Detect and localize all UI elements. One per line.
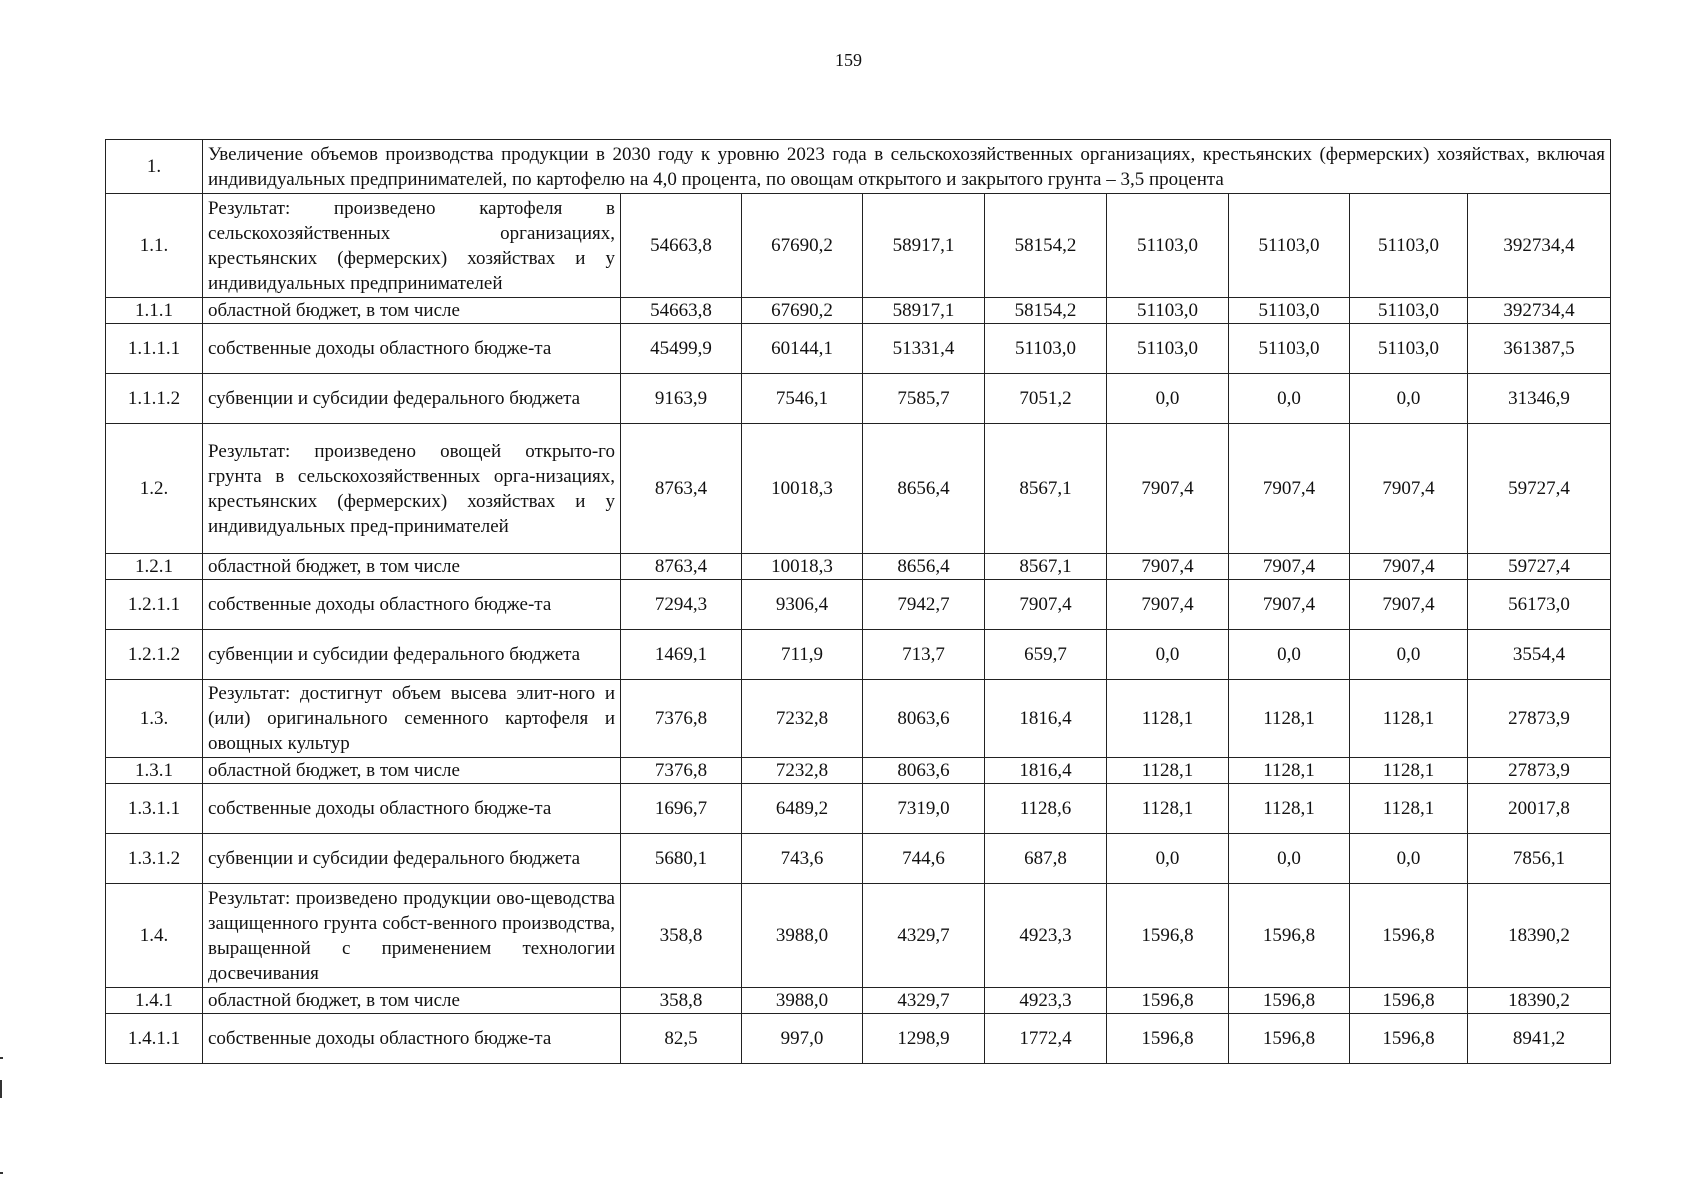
row-code: 1.3.1.1 <box>106 784 203 834</box>
row-value: 1298,9 <box>863 1014 985 1064</box>
row-value: 51103,0 <box>1350 298 1468 324</box>
row-value: 8656,4 <box>863 424 985 554</box>
row-value: 1596,8 <box>1107 1014 1229 1064</box>
row-code: 1.3. <box>106 680 203 758</box>
row-value: 7907,4 <box>1229 424 1350 554</box>
row-code: 1.2.1.2 <box>106 630 203 680</box>
table-row <box>106 554 1611 580</box>
row-value: 51103,0 <box>1229 194 1350 298</box>
row-description: субвенции и субсидии федерального бюджета <box>203 630 621 680</box>
row-value: 1596,8 <box>1107 884 1229 988</box>
row-value: 1128,1 <box>1229 784 1350 834</box>
table-row <box>106 324 1611 374</box>
section-header-row <box>106 140 1611 194</box>
row-description: собственные доходы областного бюдже-та <box>203 580 621 630</box>
row-value: 7376,8 <box>621 758 742 784</box>
row-value: 8763,4 <box>621 424 742 554</box>
page-number: 159 <box>835 50 862 70</box>
row-value: 8063,6 <box>863 680 985 758</box>
row-code: 1.1.1.2 <box>106 374 203 424</box>
budget-table <box>105 139 1611 1064</box>
margin-mark <box>0 1080 2 1098</box>
row-value: 0,0 <box>1229 630 1350 680</box>
table-row <box>106 680 1611 758</box>
row-value: 687,8 <box>985 834 1107 884</box>
row-value: 58154,2 <box>985 298 1107 324</box>
margin-mark <box>0 1057 3 1059</box>
row-value: 67690,2 <box>742 194 863 298</box>
row-value: 744,6 <box>863 834 985 884</box>
row-code: 1.2. <box>106 424 203 554</box>
row-value: 9306,4 <box>742 580 863 630</box>
row-value: 1596,8 <box>1229 988 1350 1014</box>
row-value: 7907,4 <box>1229 580 1350 630</box>
row-total-value: 27873,9 <box>1468 680 1611 758</box>
row-value: 0,0 <box>1107 374 1229 424</box>
row-value: 51103,0 <box>1229 298 1350 324</box>
row-value: 60144,1 <box>742 324 863 374</box>
row-value: 8063,6 <box>863 758 985 784</box>
row-code: 1.1.1.1 <box>106 324 203 374</box>
row-value: 3988,0 <box>742 884 863 988</box>
row-value: 4329,7 <box>863 988 985 1014</box>
row-value: 1128,1 <box>1350 784 1468 834</box>
row-value: 358,8 <box>621 988 742 1014</box>
row-value: 9163,9 <box>621 374 742 424</box>
row-description: субвенции и субсидии федерального бюджета <box>203 374 621 424</box>
row-code: 1.4. <box>106 884 203 988</box>
row-value: 0,0 <box>1229 834 1350 884</box>
row-value: 1596,8 <box>1350 1014 1468 1064</box>
row-value: 1128,6 <box>985 784 1107 834</box>
row-value: 4923,3 <box>985 988 1107 1014</box>
row-value: 3988,0 <box>742 988 863 1014</box>
row-value: 51103,0 <box>1107 194 1229 298</box>
row-description: Результат: достигнут объем высева элит-ного и (или) оригинального семенного картофеля и овощных культур <box>203 680 621 758</box>
row-value: 82,5 <box>621 1014 742 1064</box>
row-value: 4923,3 <box>985 884 1107 988</box>
row-value: 1816,4 <box>985 680 1107 758</box>
row-value: 8567,1 <box>985 424 1107 554</box>
table-row <box>106 298 1611 324</box>
row-total-value: 361387,5 <box>1468 324 1611 374</box>
row-value: 51331,4 <box>863 324 985 374</box>
row-value: 1128,1 <box>1229 680 1350 758</box>
table-row <box>106 424 1611 554</box>
row-value: 7907,4 <box>1350 424 1468 554</box>
row-value: 51103,0 <box>1107 324 1229 374</box>
table-row <box>106 194 1611 298</box>
row-value: 1596,8 <box>1229 1014 1350 1064</box>
row-value: 0,0 <box>1107 834 1229 884</box>
row-description: собственные доходы областного бюдже-та <box>203 1014 621 1064</box>
row-code: 1.4.1.1 <box>106 1014 203 1064</box>
row-total-value: 20017,8 <box>1468 784 1611 834</box>
row-description: Результат: произведено картофеля в сельскохозяйственных организациях, крестьянских (фермерских) хозяйствах и у индивидуальных предпринимателей <box>203 194 621 298</box>
row-value: 7907,4 <box>1107 424 1229 554</box>
row-total-value: 8941,2 <box>1468 1014 1611 1064</box>
row-total-value: 3554,4 <box>1468 630 1611 680</box>
row-value: 7907,4 <box>1107 580 1229 630</box>
row-value: 1596,8 <box>1229 884 1350 988</box>
row-value: 0,0 <box>1350 834 1468 884</box>
row-value: 659,7 <box>985 630 1107 680</box>
row-value: 1596,8 <box>1107 988 1229 1014</box>
table-row <box>106 884 1611 988</box>
row-value: 54663,8 <box>621 298 742 324</box>
row-description: областной бюджет, в том числе <box>203 988 621 1014</box>
row-value: 51103,0 <box>1350 324 1468 374</box>
row-value: 7232,8 <box>742 680 863 758</box>
row-description: областной бюджет, в том числе <box>203 554 621 580</box>
row-description: собственные доходы областного бюдже-та <box>203 784 621 834</box>
row-value: 711,9 <box>742 630 863 680</box>
row-value: 713,7 <box>863 630 985 680</box>
row-value: 1128,1 <box>1107 680 1229 758</box>
row-value: 1128,1 <box>1107 758 1229 784</box>
row-value: 7907,4 <box>1350 554 1468 580</box>
row-value: 51103,0 <box>1107 298 1229 324</box>
row-total-value: 7856,1 <box>1468 834 1611 884</box>
row-total-value: 392734,4 <box>1468 194 1611 298</box>
row-value: 1128,1 <box>1350 758 1468 784</box>
row-total-value: 27873,9 <box>1468 758 1611 784</box>
row-value: 358,8 <box>621 884 742 988</box>
row-code: 1.1.1 <box>106 298 203 324</box>
row-value: 7585,7 <box>863 374 985 424</box>
row-description: областной бюджет, в том числе <box>203 298 621 324</box>
row-total-value: 31346,9 <box>1468 374 1611 424</box>
row-value: 7376,8 <box>621 680 742 758</box>
row-value: 4329,7 <box>863 884 985 988</box>
row-code: 1.4.1 <box>106 988 203 1014</box>
row-value: 10018,3 <box>742 424 863 554</box>
margin-mark <box>0 1172 3 1174</box>
row-description: субвенции и субсидии федерального бюджета <box>203 834 621 884</box>
row-value: 0,0 <box>1350 630 1468 680</box>
table-row <box>106 374 1611 424</box>
row-description: Результат: произведено овощей открыто-го грунта в сельскохозяйственных орга-низациях, крестьянских (фермерских) хозяйствах и у индивидуальных пред-принимателей <box>203 424 621 554</box>
table-row <box>106 1014 1611 1064</box>
row-code: 1.1. <box>106 194 203 298</box>
row-value: 51103,0 <box>985 324 1107 374</box>
row-code: 1.2.1.1 <box>106 580 203 630</box>
row-value: 0,0 <box>1229 374 1350 424</box>
row-value: 58917,1 <box>863 298 985 324</box>
row-value: 1596,8 <box>1350 884 1468 988</box>
row-value: 7907,4 <box>985 580 1107 630</box>
row-value: 54663,8 <box>621 194 742 298</box>
section-title: Увеличение объемов производства продукции в 2030 году к уровню 2023 года в сельскохозяйственных организациях, крестьянских (фермерских) хозяйствах, включая индивидуальных предпринимателей, по картофелю на 4,0 процента, по овощам открытого и закрытого грунта – 3,5 процента <box>203 140 1611 194</box>
row-value: 5680,1 <box>621 834 742 884</box>
row-value: 1596,8 <box>1350 988 1468 1014</box>
table-row <box>106 758 1611 784</box>
row-total-value: 18390,2 <box>1468 988 1611 1014</box>
row-total-value: 59727,4 <box>1468 554 1611 580</box>
row-value: 1696,7 <box>621 784 742 834</box>
row-description: собственные доходы областного бюдже-та <box>203 324 621 374</box>
row-value: 6489,2 <box>742 784 863 834</box>
row-value: 1128,1 <box>1107 784 1229 834</box>
row-value: 51103,0 <box>1229 324 1350 374</box>
row-value: 67690,2 <box>742 298 863 324</box>
row-value: 7907,4 <box>1350 580 1468 630</box>
row-code: 1.2.1 <box>106 554 203 580</box>
row-value: 0,0 <box>1350 374 1468 424</box>
row-value: 1469,1 <box>621 630 742 680</box>
row-value: 1128,1 <box>1350 680 1468 758</box>
table-row <box>106 988 1611 1014</box>
row-code: 1.3.1 <box>106 758 203 784</box>
row-value: 1772,4 <box>985 1014 1107 1064</box>
row-value: 10018,3 <box>742 554 863 580</box>
row-code: 1.3.1.2 <box>106 834 203 884</box>
row-value: 51103,0 <box>1350 194 1468 298</box>
row-value: 7546,1 <box>742 374 863 424</box>
row-value: 997,0 <box>742 1014 863 1064</box>
row-value: 8763,4 <box>621 554 742 580</box>
row-value: 58917,1 <box>863 194 985 298</box>
row-value: 58154,2 <box>985 194 1107 298</box>
row-total-value: 392734,4 <box>1468 298 1611 324</box>
row-value: 1128,1 <box>1229 758 1350 784</box>
table-row <box>106 580 1611 630</box>
row-value: 8567,1 <box>985 554 1107 580</box>
row-value: 7907,4 <box>1229 554 1350 580</box>
section-code: 1. <box>106 140 203 194</box>
table-row <box>106 834 1611 884</box>
row-value: 7294,3 <box>621 580 742 630</box>
row-value: 45499,9 <box>621 324 742 374</box>
row-value: 7907,4 <box>1107 554 1229 580</box>
row-value: 1816,4 <box>985 758 1107 784</box>
row-total-value: 56173,0 <box>1468 580 1611 630</box>
row-value: 7319,0 <box>863 784 985 834</box>
row-value: 7942,7 <box>863 580 985 630</box>
row-description: областной бюджет, в том числе <box>203 758 621 784</box>
row-total-value: 18390,2 <box>1468 884 1611 988</box>
row-value: 0,0 <box>1107 630 1229 680</box>
row-value: 7232,8 <box>742 758 863 784</box>
row-value: 743,6 <box>742 834 863 884</box>
row-total-value: 59727,4 <box>1468 424 1611 554</box>
row-value: 7051,2 <box>985 374 1107 424</box>
table-row <box>106 630 1611 680</box>
row-description: Результат: произведено продукции ово-щеводства защищенного грунта собст-венного производства, выращенной с применением технологии досвечивания <box>203 884 621 988</box>
row-value: 8656,4 <box>863 554 985 580</box>
table-row <box>106 784 1611 834</box>
